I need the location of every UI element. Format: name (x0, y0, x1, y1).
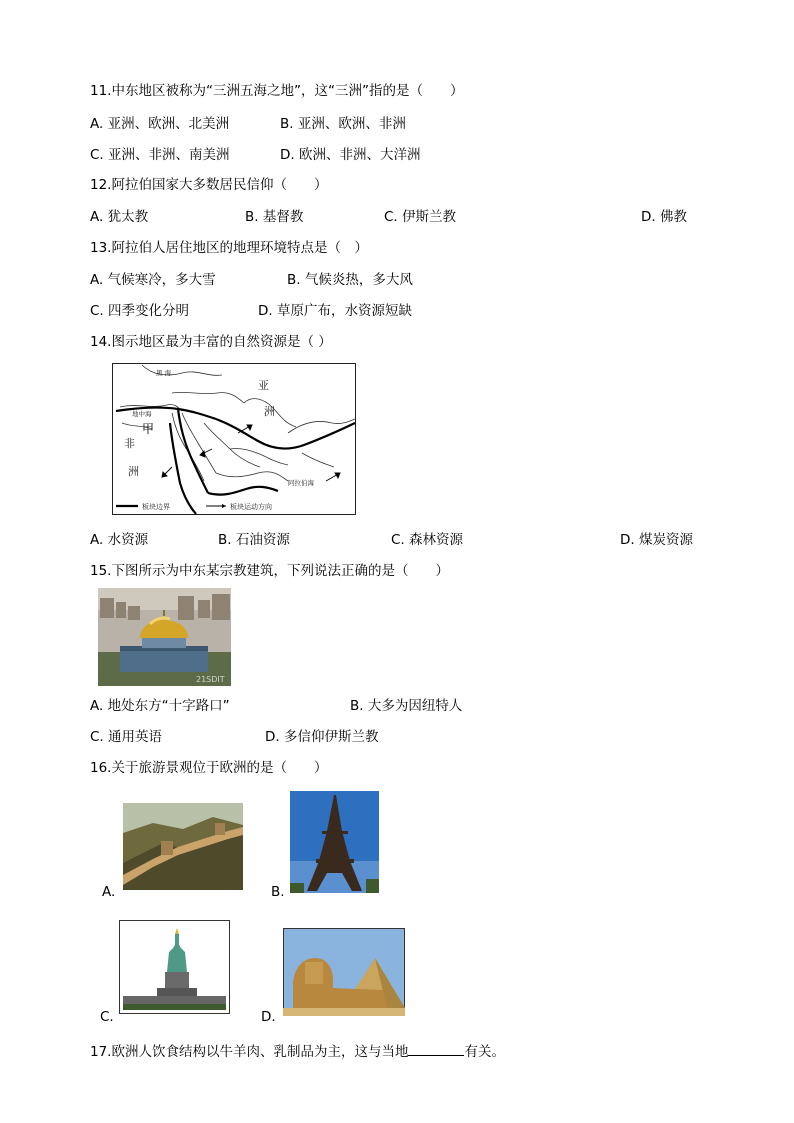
eiffel-tower-drawing (290, 791, 379, 893)
q14-option-c: C. 森林资源 (391, 532, 464, 548)
q13-option-d: D. 草原广布，水资源短缺 (258, 303, 412, 319)
q13-option-b: B. 气候炎热，多大风 (287, 272, 413, 288)
q16-option-c: C. (100, 1009, 114, 1025)
sphinx-face (305, 962, 323, 984)
tree-icon (366, 879, 379, 893)
sphinx-drawing (283, 928, 405, 1016)
great-wall-drawing (123, 803, 243, 890)
legend-motion-label: 板块运动方向 (230, 503, 272, 511)
q13-option-c: C. 四季变化分明 (90, 303, 190, 319)
map-label-africa-1: 非 (124, 437, 135, 450)
q12-option-a: A. 犹太教 (90, 209, 149, 225)
q16-option-a: A. (102, 884, 116, 900)
watchtower-icon (215, 823, 225, 835)
great-wall-photo (123, 803, 243, 890)
q11-option-a: A. 亚洲、欧洲、北美洲 (90, 116, 230, 132)
tower-platform (316, 859, 354, 863)
question-17-stem (90, 1041, 505, 1061)
legend-boundary-label: 板块边界 (142, 503, 170, 511)
photo-watermark: 21SDIT (196, 675, 225, 684)
map-label-black-sea: 黑 海 (156, 369, 172, 377)
q11-option-c: C. 亚洲、非洲、南美洲 (90, 147, 230, 163)
statue-of-liberty-photo (119, 920, 230, 1014)
q11-option-b: B. 亚洲、欧洲、非洲 (280, 116, 406, 132)
q17-answer-blank (408, 1041, 464, 1056)
statue-pedestal (165, 972, 189, 990)
island-trees (123, 1004, 226, 1010)
q17-stem-before: 17.欧洲人饮食结构以牛羊肉、乳制品为主，这与当地 (90, 1044, 409, 1060)
watchtower-icon (161, 841, 173, 855)
q15-option-b: B. 大多为因纽特人 (350, 698, 463, 714)
q14-option-d: D. 煤炭资源 (620, 532, 693, 548)
map-label-arabian-sea: 阿拉伯海 (288, 479, 314, 487)
sand (283, 1008, 405, 1016)
dome-of-the-rock-photo (98, 588, 231, 686)
q17-stem-after: 有关。 (464, 1044, 505, 1060)
q14-option-a: A. 水资源 (90, 532, 149, 548)
liberty-drawing (119, 920, 230, 1014)
map-label-jia: 甲 (142, 422, 155, 436)
fort-wall (123, 996, 226, 1004)
eiffel-tower-photo (290, 791, 379, 893)
map-label-asia-2: 洲 (264, 405, 275, 418)
q15-option-d: D. 多信仰伊斯兰教 (265, 729, 379, 745)
q15-option-c: C. 通用英语 (90, 729, 163, 745)
statue-base (157, 988, 197, 996)
map-drawing (112, 363, 356, 515)
map-label-africa-2: 洲 (128, 465, 139, 478)
q13-option-a: A. 气候寒冷，多大雪 (90, 272, 216, 288)
q16-option-d: D. (261, 1009, 276, 1025)
question-14-stem: 14.图示地区最为丰富的自然资源是（ ） (90, 334, 332, 350)
question-16-stem: 16.关于旅游景观位于欧洲的是（ ） (90, 760, 328, 776)
q16-option-b: B. (271, 884, 285, 900)
tree-icon (290, 883, 304, 893)
q14-option-b: B. 石油资源 (218, 532, 290, 548)
q12-option-c: C. 伊斯兰教 (384, 209, 457, 225)
middle-east-plate-map (112, 363, 356, 515)
dome-photo-drawing (98, 588, 231, 686)
q12-option-d: D. 佛教 (641, 209, 687, 225)
q11-option-d: D. 欧洲、非洲、大洋洲 (280, 147, 421, 163)
map-label-asia-1: 亚 (258, 379, 269, 392)
statue-head (174, 945, 181, 952)
q12-option-b: B. 基督教 (245, 209, 304, 225)
question-13-stem: 13.阿拉伯人居住地区的地理环境特点是（ ） (90, 240, 368, 256)
q15-option-a: A. 地处东方“十字路口” (90, 698, 230, 714)
question-12-stem: 12.阿拉伯国家大多数居民信仰（ ） (90, 177, 328, 193)
tower-platform (322, 831, 348, 834)
map-label-mediterranean: 地中海 (132, 410, 152, 418)
question-15-stem: 15.下图所示为中东某宗教建筑，下列说法正确的是（ ） (90, 563, 449, 579)
question-11-stem: 11.中东地区被称为“三洲五海之地”，这“三洲”指的是（ ） (90, 83, 464, 99)
sphinx-pyramid-photo (283, 928, 405, 1016)
